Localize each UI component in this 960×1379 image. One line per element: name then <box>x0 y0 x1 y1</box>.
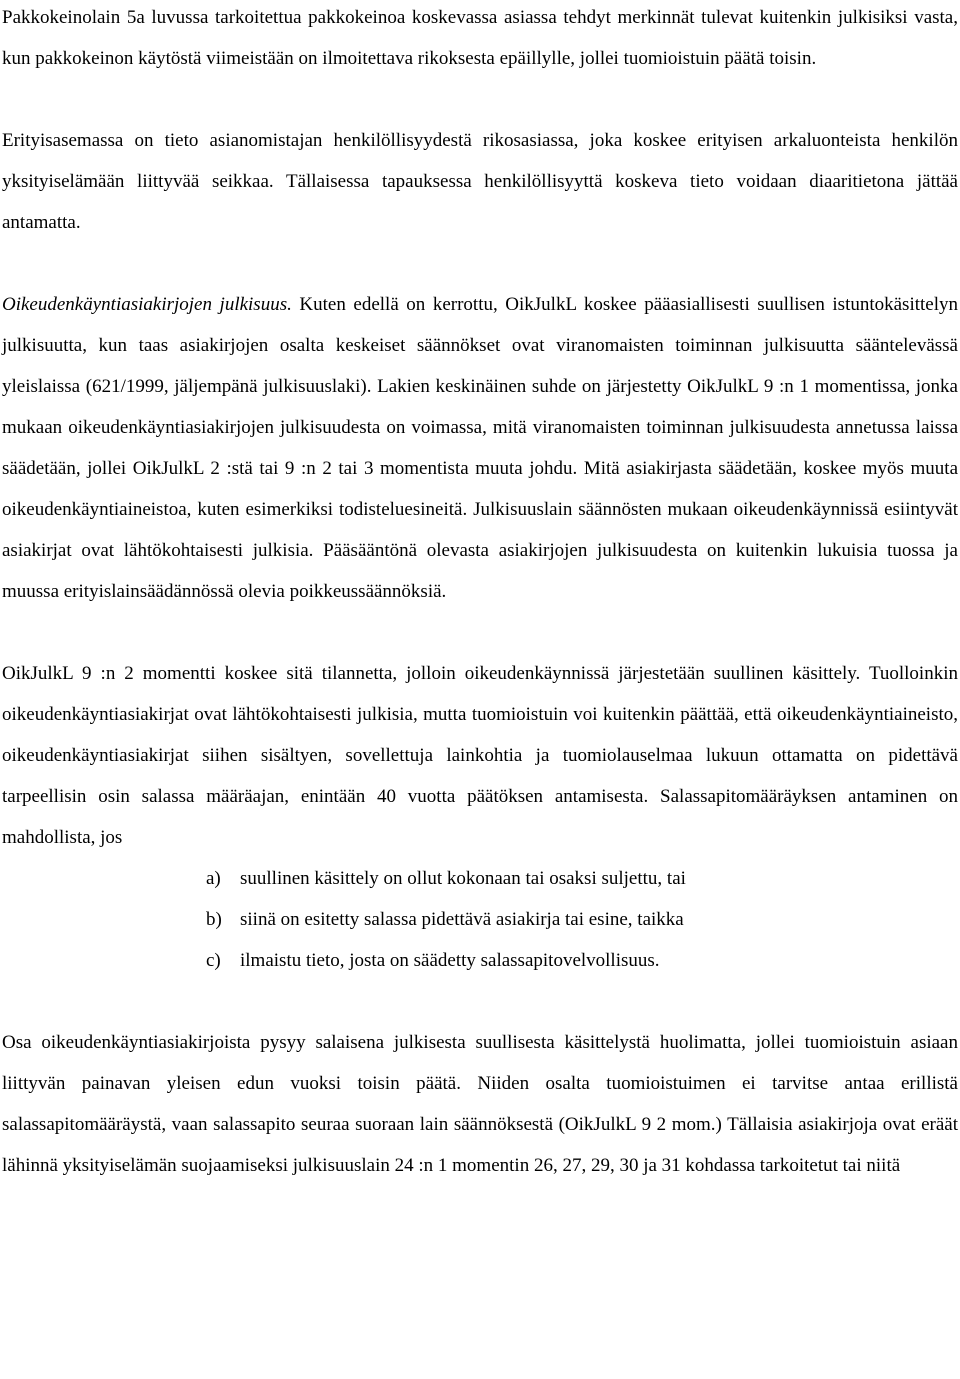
list-marker: c) <box>206 950 221 971</box>
list-item <box>206 858 958 899</box>
paragraph-gap <box>2 79 958 120</box>
paragraph-1: Pakkokeinolain 5a luvussa tarkoitettua pakkokeinoa koskevassa asiassa tehdyt merkinnät tulevat kuitenkin julkisiksi vasta, kun pakkokeinon käytöstä viimeistään on ilmoitettava rikoksesta epäillylle, jollei tuomioistuin päätä toisin. <box>2 7 958 69</box>
paragraph-gap <box>2 612 958 653</box>
conditions-list <box>2 858 958 981</box>
paragraph-5: Osa oikeudenkäyntiasiakirjoista pysyy salaisena julkisesta suullisesta käsittelystä huolimatta, jollei tuomioistuin asiaan liittyvän painavan yleisen edun vuoksi toisin päätä. Niiden osalta tuomioistuimen ei tarvitse antaa erillistä salassapitomääräystä, vaan salassapito seuraa suoraan lain säännöksestä (OikJulkL 9 2 mom.) Tällaisia asiakirjoja ovat eräät lähinnä yksityiselämän suojaamiseksi julkisuuslain 24 :n 1 momentin 26, 27, 29, 30 ja 31 kohdassa tarkoitetut tai niitä <box>2 1032 958 1176</box>
section-heading: Oikeudenkäyntiasiakirjojen julkisuus. <box>2 294 292 315</box>
paragraph-3 <box>2 284 958 612</box>
list-marker: b) <box>206 909 222 930</box>
list-marker: a) <box>206 868 221 889</box>
paragraph-4: OikJulkL 9 :n 2 momentti koskee sitä tilannetta, jolloin oikeudenkäynnissä järjestetään suullinen käsittely. Tuolloinkin oikeudenkäyntiasiakirjat ovat lähtökohtaisesti julkisia, mutta tuomioistuin voi kuitenkin päättää, että oikeudenkäyntiaineisto, oikeudenkäyntiasiakirjat siihen sisältyen, sovellettuja lainkohtia ja tuomiolauselmaa lukuun ottamatta on pidettävä tarpeellisin osin salassa määräajan, enintään 40 vuotta päätöksen antamisesta. Salassapitomääräyksen antaminen on mahdollista, jos <box>2 663 958 848</box>
list-item-text: ilmaistu tieto, josta on säädetty salassapitovelvollisuus. <box>240 950 660 971</box>
paragraph-gap <box>2 243 958 284</box>
paragraph-3-body: Kuten edellä on kerrottu, OikJulkL koskee pääasiallisesti suullisen istuntokäsittelyn julkisuutta, kun taas asiakirjojen osalta keskeiset säännökset ovat viranomaisten toiminnan julkisuutta sääntelevässä yleislaissa (621/1999, jäljempänä julkisuuslaki). Lakien keskinäinen suhde on järjestetty OikJulkL 9 :n 1 momentissa, jonka mukaan oikeudenkäyntiasiakirjojen julkisuudesta on voimassa, mitä viranomaisten toiminnan julkisuudesta annetussa laissa säädetään, jollei OikJulkL 2 :stä tai 9 :n 2 tai 3 momentista muuta johdu. Mitä asiakirjasta säädetään, koskee myös muuta oikeudenkäyntiaineistoa, kuten esimerkiksi todisteluesineitä. Julkisuuslain säännösten mukaan oikeudenkäynnissä esiintyvät asiakirjat ovat lähtökohtaisesti julkisia. Pääsääntönä olevasta asiakirjojen julkisuudesta on kuitenkin lukuisia tuossa ja muussa erityislainsäädännössä olevia poikkeussäännöksiä. <box>2 294 958 602</box>
list-item <box>206 940 958 981</box>
paragraph-gap <box>2 981 958 1022</box>
paragraph-2: Erityisasemassa on tieto asianomistajan henkilöllisyydestä rikosasiassa, joka koskee erityisen arkaluonteista henkilön yksityiselämään liittyvää seikkaa. Tällaisessa tapauksessa henkilöllisyyttä koskeva tieto voidaan diaaritietona jättää antamatta. <box>2 130 958 233</box>
list-item-text: siinä on esitetty salassa pidettävä asiakirja tai esine, taikka <box>240 909 684 930</box>
list-item <box>206 899 958 940</box>
list-item-text: suullinen käsittely on ollut kokonaan tai osaksi suljettu, tai <box>240 868 686 889</box>
document-page <box>2 0 958 1186</box>
